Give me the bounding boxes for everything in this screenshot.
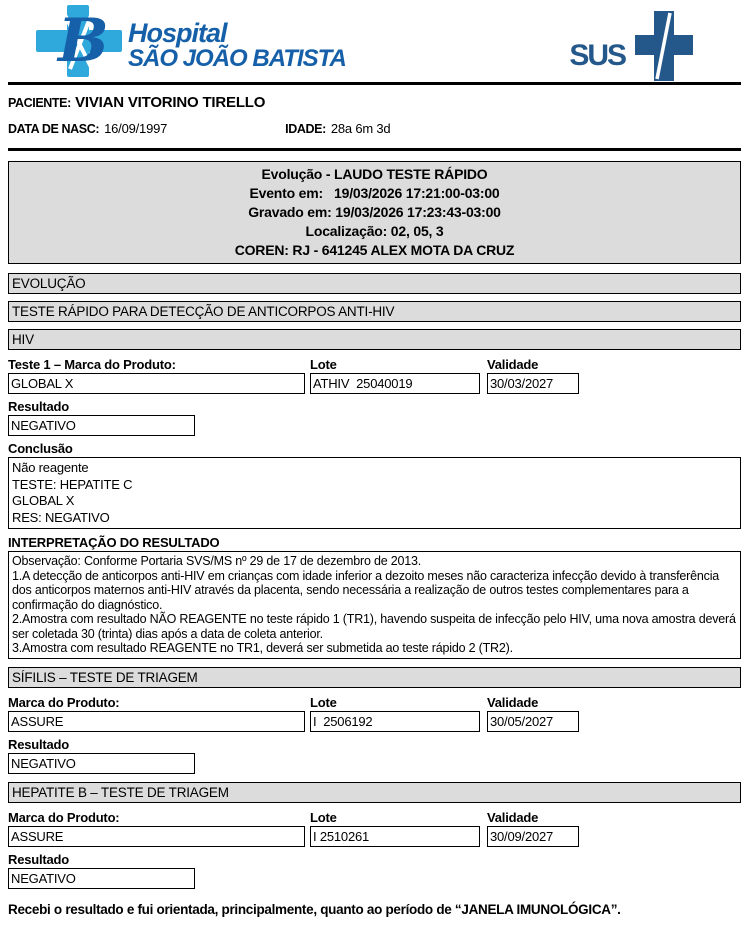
hepatite-marca-value: ASSURE (8, 826, 305, 847)
hepatite-marca-label: Marca do Produto: (8, 809, 120, 825)
hospital-cross-icon (34, 5, 124, 82)
sus-logo (569, 11, 699, 86)
patient-dob-row (8, 121, 741, 136)
interpretacao-label: INTERPRETAÇÃO DO RESULTADO (8, 535, 220, 550)
hiv-validade-label: Validade (487, 357, 539, 372)
section-bar-evolucao: EVOLUÇÃO (8, 273, 741, 294)
sifilis-marca-value: ASSURE (8, 711, 305, 732)
sifilis-field-values (8, 711, 741, 732)
hepatite-field-labels (8, 810, 741, 826)
hospital-logo-text (128, 20, 346, 71)
sifilis-lote-value: I 2506192 (310, 711, 480, 732)
hepatite-lote-label: Lote (310, 809, 337, 825)
event-saved-datetime: Gravado em: 19/03/2026 17:23:43-03:00 (248, 204, 501, 220)
patient-name: VIVIAN VITORINO TIRELLO (75, 94, 266, 111)
footer-acknowledgement: Recebi o resultado e fui orientada, principalmente, quanto ao período de “JANELA IMUNOLÓGICA”. (8, 901, 621, 917)
hospital-name-line1: Hospital (128, 18, 227, 48)
sifilis-marca-label: Marca do Produto: (8, 694, 120, 710)
sus-label: SUS (569, 38, 625, 72)
hospital-logo (34, 5, 346, 82)
hepatite-resultado-value: NEGATIVO (8, 868, 195, 889)
hiv-field-labels (8, 357, 741, 373)
hepatite-validade-value: 30/09/2027 (487, 826, 579, 847)
sifilis-resultado-value: NEGATIVO (8, 753, 195, 774)
hiv-resultado-label: Resultado (8, 399, 70, 414)
hiv-lote-value: ATHIV 25040019 (310, 373, 480, 394)
hospital-name-line2: SÃO JOÃO BATISTA (128, 45, 346, 72)
event-title: Evolução - LAUDO TESTE RÁPIDO (261, 166, 488, 182)
conclusao-line: RES: NEGATIVO (12, 509, 110, 525)
section-bar-teste-rapido: TESTE RÁPIDO PARA DETECÇÃO DE ANTICORPOS ANTI-HIV (8, 301, 741, 322)
hiv-resultado-value: NEGATIVO (8, 415, 195, 436)
interpretacao-box (8, 551, 741, 659)
conclusao-label: Conclusão (8, 441, 73, 456)
hiv-field-values (8, 373, 741, 394)
patient-name-row (8, 94, 741, 112)
dob-label: DATA DE NASC: (8, 122, 100, 136)
hepatite-resultado-label: Resultado (8, 851, 70, 867)
sus-cross-icon (629, 11, 699, 86)
svg-text:B: B (58, 6, 109, 76)
hiv-lote-label: Lote (310, 357, 337, 372)
age-label: IDADE: (285, 122, 326, 136)
interpretacao-item-3: 3.Amostra com resultado REAGENTE no TR1, deverá ser submetida ao teste rápido 2 (TR2). (12, 641, 513, 655)
conclusao-box (8, 457, 741, 529)
divider-patient (8, 148, 741, 151)
conclusao-line: Não reagente (12, 460, 89, 475)
event-coren: COREN: RJ - 641245 ALEX MOTA DA CRUZ (234, 242, 515, 258)
header (8, 0, 741, 82)
section-bar-sifilis: SÍFILIS – TESTE DE TRIAGEM (8, 667, 741, 688)
patient-info (8, 85, 741, 148)
hepatite-field-values (8, 826, 741, 847)
conclusao-line: TESTE: HEPATITE C (12, 476, 133, 492)
hiv-marca-label: Teste 1 – Marca do Produto: (8, 357, 176, 372)
hepatite-validade-label: Validade (487, 809, 539, 825)
section-bar-hepatite-b: HEPATITE B – TESTE DE TRIAGEM (8, 782, 741, 803)
sifilis-resultado-label: Resultado (8, 736, 70, 752)
hiv-marca-value: GLOBAL X (8, 373, 305, 394)
dob-value: 16/09/1997 (104, 121, 168, 136)
sifilis-validade-value: 30/05/2027 (487, 711, 579, 732)
conclusao-line: GLOBAL X (12, 493, 75, 508)
event-header-box (8, 161, 741, 264)
hiv-validade-value: 30/03/2027 (487, 373, 579, 394)
event-location: Localização: 02, 05, 3 (305, 223, 444, 239)
sifilis-field-labels (8, 695, 741, 711)
event-datetime: Evento em: 19/03/2026 17:21:00-03:00 (249, 185, 500, 201)
section-bar-hiv: HIV (8, 329, 741, 350)
age-value: 28a 6m 3d (330, 121, 391, 136)
patient-label: PACIENTE: (8, 96, 71, 110)
interpretacao-item-1: 1.A detecção de anticorpos anti-HIV em crianças com idade inferior a dezoito meses não caracteriza infecção devido à transferência dos anticorpos maternos anti-HIV através da placenta, sendo necessária a realização de outros testes complementares para a confirmação do diagnóstico. (12, 568, 720, 612)
sifilis-validade-label: Validade (487, 694, 539, 710)
interpretacao-observacao: Observação: Conforme Portaria SVS/MS nº 29 de 17 de dezembro de 2013. (12, 554, 422, 568)
hepatite-lote-value: I 2510261 (310, 826, 480, 847)
sifilis-lote-label: Lote (310, 694, 337, 710)
interpretacao-item-2: 2.Amostra com resultado NÃO REAGENTE no teste rápido 1 (TR1), havendo suspeita de infecção pelo HIV, uma nova amostra deverá ser coletada 30 (trinta) dias após a data de coleta anterior. (12, 612, 736, 641)
